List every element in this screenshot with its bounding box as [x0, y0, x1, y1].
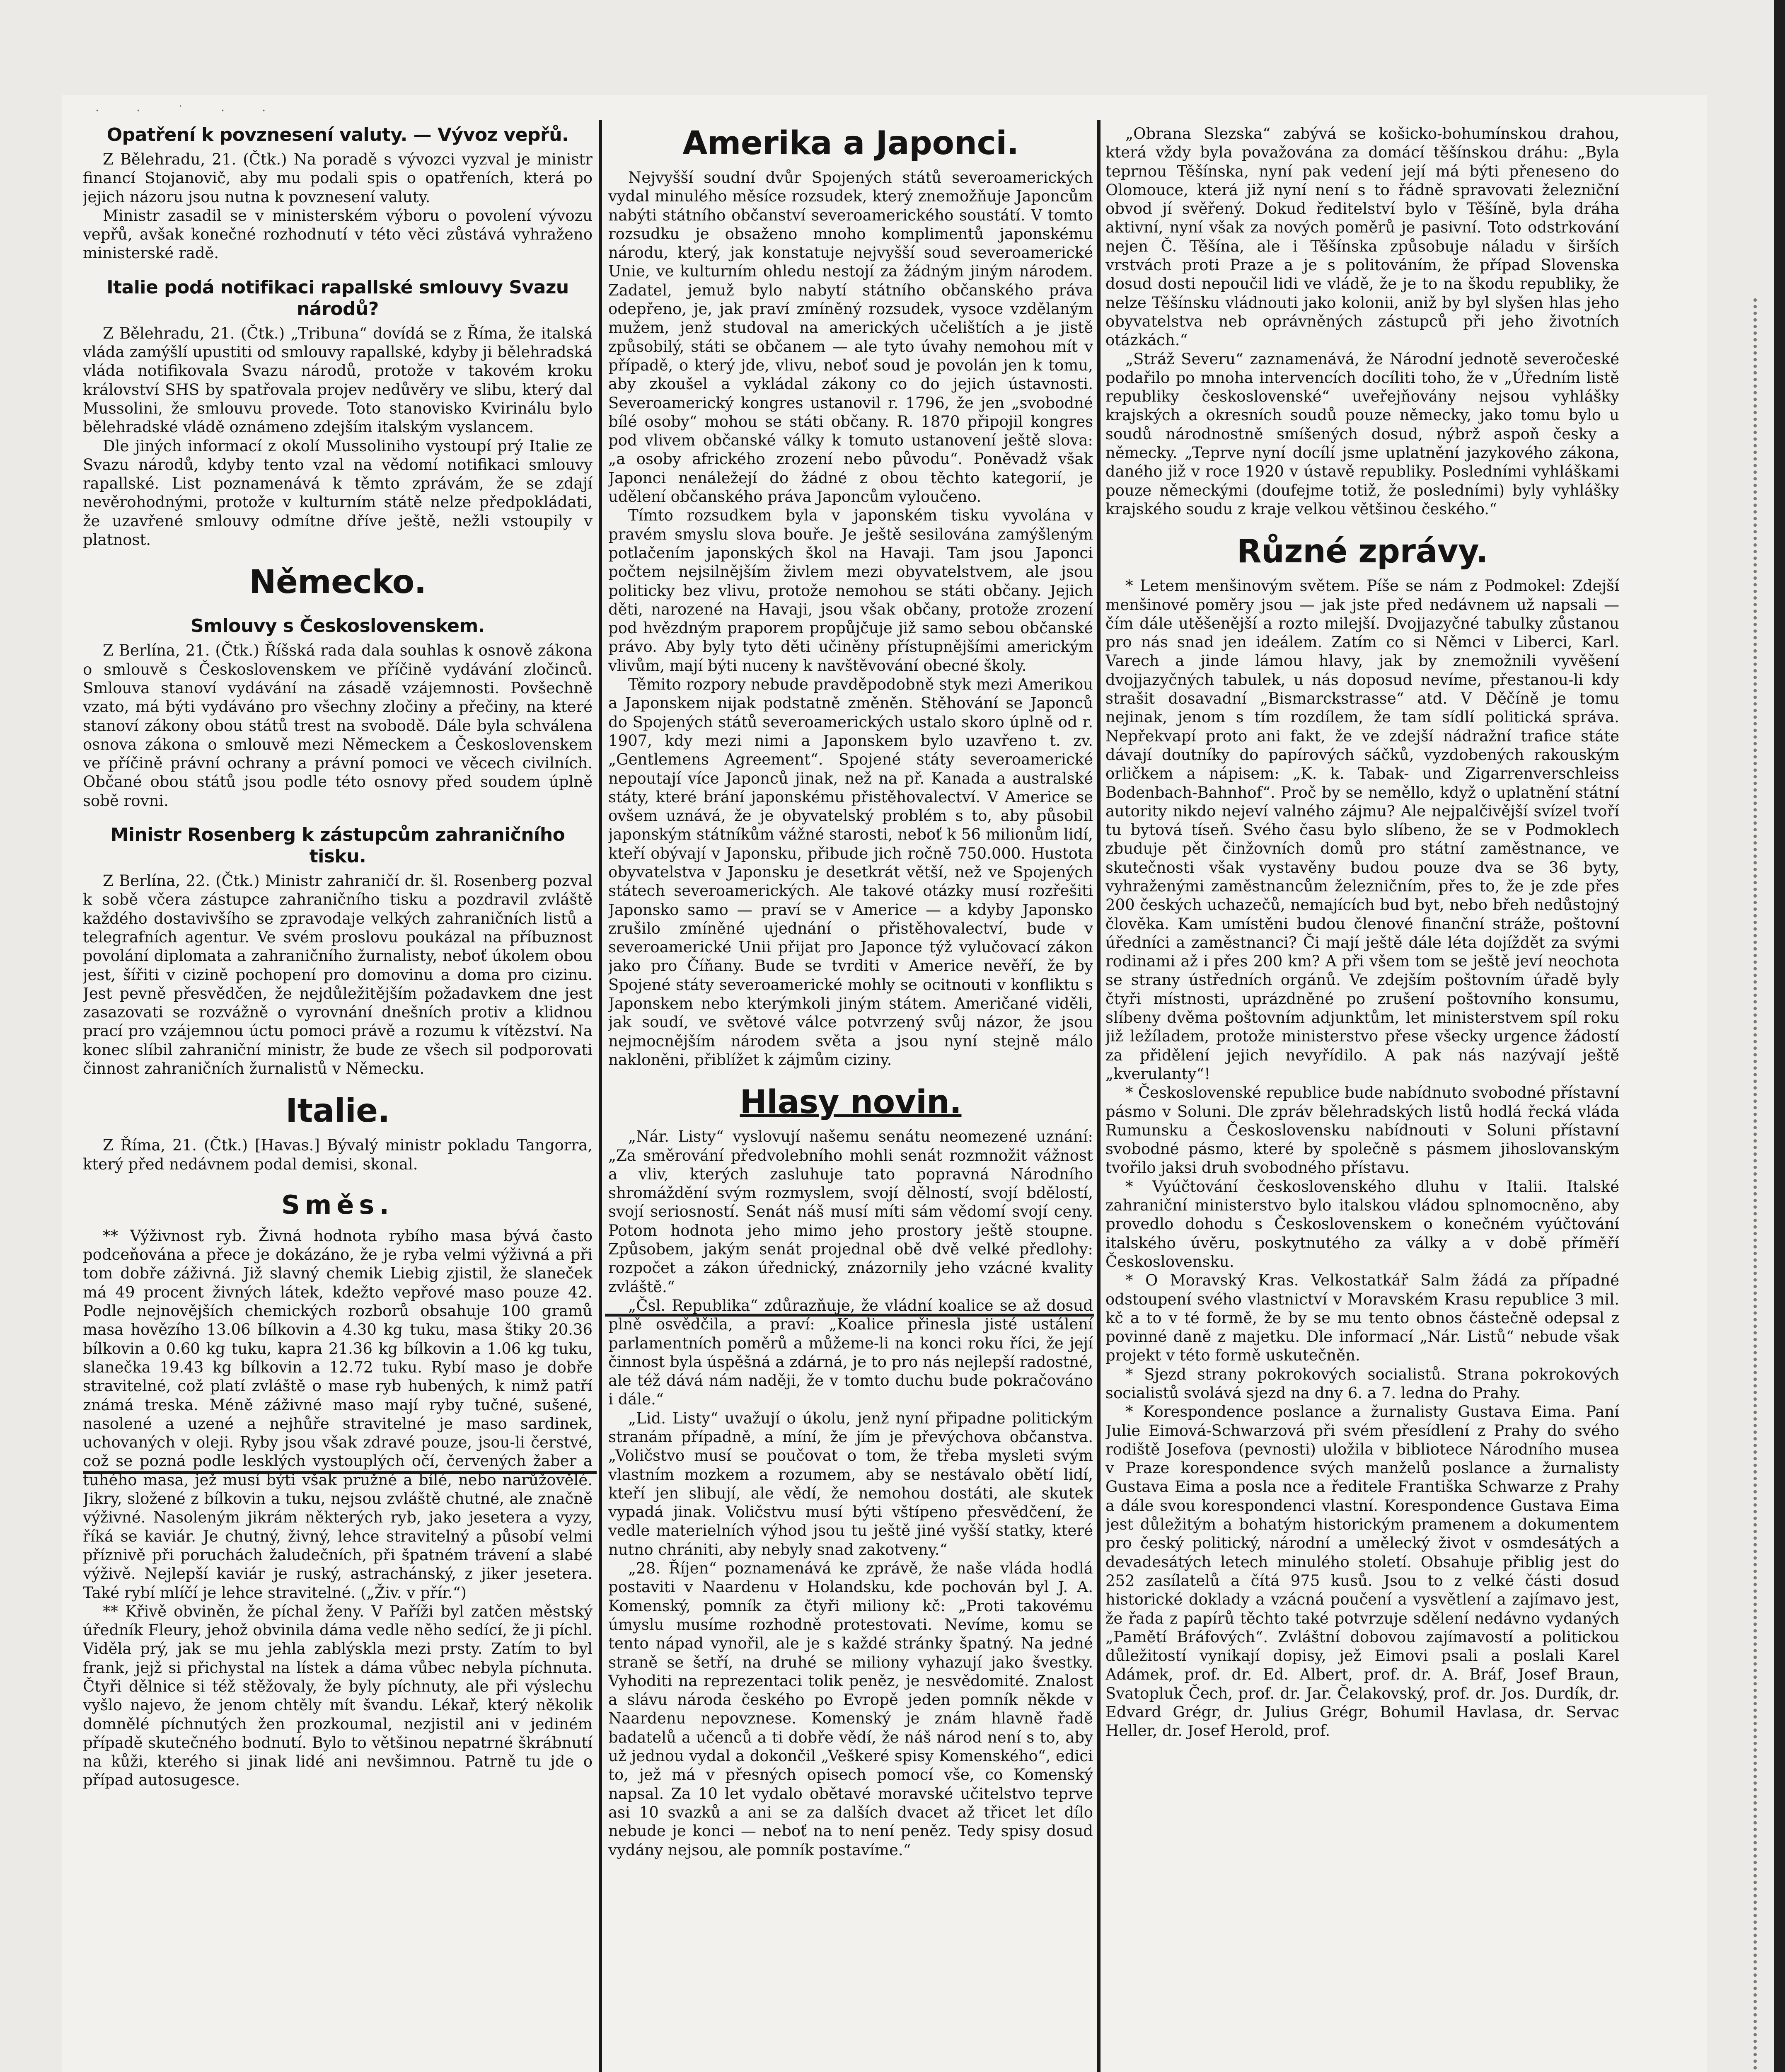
article: [83, 277, 593, 549]
article-headline: Smlouvy s Československem.: [190, 615, 485, 637]
article-headline: Italie podá notifikaci rapallské smlouvy Svazu národů?: [106, 276, 569, 320]
article-paragraph: Nejvyšší soudní dvůr Spojených států severoamerických vydal minulého měsíce rozsudek, který znemožňuje Japoncům nabýti státního občanství severoamerického soustátí. V tomto rozsudku je obsaženo mnoho komplimentů japonskému národu, který, jak konstatuje nejvyšší soud severoamerické Unie, ve kulturním ohledu nestojí za žádným jiným národem. Zadatel, jemuž bylo nabytí státního občanského práva odepřeno, je, jak praví zmíněný rozsudek, vysoce vzdělaným mužem, jenž studoval na amerických učelištích a je jistě způsobilý, státi se občanem — ale tyto úvahy nemohou mít v případě, o který jde, vlivu, neboť soud je povolán jen k tomu, aby zkoušel a vykládal zákony co do jejich ústavnosti. Severoamerický kongres ustanovil r. 1796, že jen „svobodné bílé osoby“ mohou se státi občany. R. 1870 připojil kongres pod vlivem občanské války k tomuto ustanovení ještě slova: „a osoby afrického zrození nebo původu“. Poněvadž však Japonci nenáležejí do žádné z obou těchto kategorií, je udělení občanského práva Japoncům vyloučeno.: [608, 169, 1093, 506]
article-paragraph: Z Bělehradu, 21. (Čtk.) „Tribuna“ dovídá se z Říma, že italská vláda zamýšlí upustiti od smlouvy rapallské, kdyby ji bělehradská vláda notifikovala Svazu národů, protože v takovém kroku království SHS by spatřovala projev nedůvěry ve slibu, který dal Mussolini, že smlouvu provede. Toto stanovisko Kvirinálu bylo bělehradské vládě oznámeno zdejším italským vyslancem.: [83, 324, 593, 436]
article-paragraph: Z Berlína, 21. (Čtk.) Říšská rada dala souhlas k osnově zákona o smlouvě s Československem ve příčině vydávání zločinců. Smlouva stanoví vydávání na zásadě vzájemnosti. Povšechně vzato, má býti vydáváno pro všechny zločiny a přečiny, na které stanoví zákony obou států trest na svobodě. Dále byla schválena osnova zákona o smlouvě mezi Německem a Československem ve příčině právní ochrany a právní pomoci ve věcech civilních. Občané obou států jsou podle této osnovy před soudem úplně sobě rovni.: [83, 641, 593, 810]
article-paragraph: * Korespondence poslance a žurnalisty Gustava Eima. Paní Julie Eimová-Schwarzová při svém přesídlení z Prahy do svého rodiště Josefova (pevnosti) uložila v bibliotece Národního musea v Praze korespondence svých manželů poslance a žurnalisty Gustava Eima a posla nce a ředitele Františka Schwarze z Prahy a dále svou korespondenci vlastní. Korespondence Gustava Eima jest důležitým a bohatým historickým pramenem a dokumentem pro český politický, národní a umělecký život v osmdesátých a devadesátých letech minulého století. Obsahuje přiblig jest do 252 zasílatelů a čítá 975 kusů. Jsou to z velké části dosud historické doklady a vzácná poučení a vysvětlení a zajímavo jest, že řada z papírů těchto také potvrzuje sdělení nedávno vydaných „Pamětí Bráfových“. Zvláštní dobovou zajímavostí a politickou důležitostí vynikají dopisy, jež Eimovi psali a poslali Karel Adámek, prof. dr. Ed. Albert, prof. dr. A. Bráf, Josef Braun, Svatopluk Čech, prof. dr. Jar. Čelakovský, prof. dr. Jos. Durdík, dr. Edvard Grégr, dr. Julius Grégr, Bohumil Havlasa, dr. Servac Heller, dr. Josef Herold, prof.: [1105, 1403, 1619, 1740]
article-paragraph: Dle jiných informací z okolí Mussoliniho vystoupí prý Italie ze Svazu národů, kdyby tento vzal na vědomí notifikaci smlouvy rapallské. List poznamenává k těmto zprávám, že se zdají nevěrohodnými, protože v kulturním státě nelze předpokládati, že uzavřené smlouvy odmítne dříve ještě, nežli vstoupily v platnost.: [83, 437, 593, 549]
column-3: [1105, 124, 1619, 2072]
article-headline: Italie.: [285, 1092, 390, 1130]
article-paragraph: „Stráž Severu“ zaznamenává, že Národní jednotě severočeské podařilo po mnoha intervencích docíliti toho, že v „Úředním listě republiky československé“ uveřejňovány nejsou vyhlášky krajských a okresních soudů pouze německy, jako tomu bylo u soudů národnostně smíšených dosud, nýbrž aspoň česky a německy. „Teprve nyní docílí jsme uplatnění jazykového zákona, daného již v roce 1920 v ústavě republiky. Posledními vyhláškami pouze německými (doufejme totiž, že posledními) byly vyhlášky krajského soudu z kraje velkou většinou českého.“: [1105, 350, 1619, 518]
article-paragraph: * Vyúčtování československého dluhu v Italii. Italské zahraniční ministerstvo bylo italskou vládou splnomocněno, aby provedlo dohodu s Československem o konečném vyúčtování italského úvěru, poskytnutého za války a v době příměří Československu.: [1105, 1177, 1619, 1271]
article: [1105, 124, 1619, 518]
article-headline: Amerika a Japonci.: [682, 125, 1019, 162]
article-headline: Různé zprávy.: [1236, 533, 1488, 571]
article: [83, 824, 593, 1078]
scan-margin-dots: [1754, 298, 1760, 2072]
bleed-through: · · ˙ · ·: [95, 104, 283, 118]
column-rule-left: [599, 120, 602, 2072]
article: [83, 1092, 593, 1174]
article-paragraph: Tímto rozsudkem byla v japonském tisku vyvolána v pravém smyslu slova bouře. Je ještě sesilována zamýšleným potlačením japonských škol na Havaji. Tam jsou Japonci počtem nejsilnějším živlem mezi obyvatelstvem, ale jsou politicky bez vlivu, protože nemohou se státi občany. Jejich děti, narozené na Havaji, jsou však občany, protože zrození pod hvězdným praporem propůjčuje již samo sebou občanské právo. Aby byly tyto děti učiněny přístupnějšími americkým vlivům, mají býti nuceny k navštěvování obecné školy.: [608, 506, 1093, 675]
article: [608, 1083, 1093, 1859]
article-headline: Ministr Rosenberg k zástupcům zahraničního tisku.: [110, 824, 565, 867]
article-paragraph: * O Moravský Kras. Velkostatkář Salm žádá za případné odstoupení svého vlastnictví v Moravském Krasu republice 3 mil. kč a to v té formě, že by se mu tento obnos částečně odepsal z povinné daně z majetku. Dle informací „Nár. Listů“ nebude však projekt v této formě uskutečněn.: [1105, 1271, 1619, 1365]
article-paragraph: * Československé republice bude nabídnuto svobodné přístavní pásmo v Soluni. Dle zpráv bělehradských listů hodlá řecká vláda Rumunsku a Československu nabídnouti v Soluni přístavní svobodné pásmo, které by společně s pásmem jihoslovanským tvořilo jaksi druh svobodného přístavu.: [1105, 1084, 1619, 1177]
article-headline: Opatření k povznesení valuty. — Vývoz vepřů.: [106, 124, 569, 145]
article-paragraph: „28. Říjen“ poznamenává ke zprávě, že naše vláda hodlá postaviti v Naardenu v Holandsku, kde pochován byl J. A. Komenský, pomník za čtyři miliony kč: „Proti takovému úmyslu musíme rozhodně protestovati. Nevíme, komu se tento nápad vynořil, ale je s každé stránky špatný. Na jedné straně se šetří, na druhé se miliony vyhazují jako švestky. Vyhoditi na reprezentaci tolik peněz, je nesvědomité. Znalost a slávu národa českého po Evropě jeden pomník někde v Naardenu nepovznese. Komenský je znám hlavně řadě badatelů a učenců a ti dobře vědí, že náš národ není s to, aby už jednou vydal a dokončil „Veškeré spisy Komenského“, edici to, jež má v přesných opisech pomocí vše, co Komenský napsal. Za 10 let vydalo obětavé moravské učitelstvo teprve asi 10 svazků a ani se za dalších dvacet až třicet let dílo nebude je konci — neboť na to není peněz. Tedy spisy dosud vydány nejsou, ale pomník postavíme.“: [608, 1559, 1093, 1859]
article: [83, 124, 593, 263]
article-paragraph: * Sjezd strany pokrokových socialistů. Strana pokrokových socialistů svolává sjezd na dny 6. a 7. ledna do Prahy.: [1105, 1365, 1619, 1402]
article: [608, 124, 1093, 1069]
article-paragraph: Z Bělehradu, 21. (Čtk.) Na poradě s vývozci vyzval je ministr financí Stojanovič, aby mu podali spis o opatřeních, která po jejich názoru jsou nutna k povznesení valuty.: [83, 150, 593, 206]
column-rule-right: [1097, 120, 1101, 2072]
article-paragraph: Z Berlína, 22. (Čtk.) Ministr zahraničí dr. šl. Rosenberg pozval k sobě včera zástupce zahraničního tisku a pozdravil zvláště každého dostavivšího se zpravodaje velkých zahraničních listů a telegrafních agentur. Ve svém proslovu poukázal na příbuznost povolání diplomata a zahraničního žurnalisty, neboť úkolem obou jest, šířiti v cizině pochopení pro domovinu a doma pro cizinu. Jest pevně přesvědčen, že nejdůležitějším požadavkem dne jest zasazovati se rozvážně o vyrovnání dnešních protiv a klidnou prací pro vzájemnou úctu pomoci právě a rozumu k vítězství. Na konec slíbil zahraniční ministr, že bude ze všech sil podporovati činnost zahraničních žurnalistů v Německu.: [83, 872, 593, 1077]
article: [83, 615, 593, 810]
column-1: [83, 124, 593, 2072]
article-paragraph: * Letem menšinovým světem. Píše se nám z Podmokel: Zdejší menšinové poměry jsou — jak jste před nedávnem už napsali — čím dále utěšenější a rozto milejší. Dvojjazyčné tabulky zůstanou pro nás snad jen ideálem. Zatím co si Němci v Liberci, Karl. Varech a jinde lámou hlavy, jak by znemožnili vyvěšení dvojjazyčných tabulek, u nás doposud nevíme, přestanou-li kdy strašit dosavadní „Bismarckstrasse“ atd. V Děčíně je tomu nejinak, jenom s tím rozdílem, že tam sídlí politická správa. Nepřekvapí proto ani fakt, že ve zdejší nádražní trafice státe dávají doutníky do papírových sáčků, vyzdobených rakouským orličkem a nápisem: „K. k. Tabak- und Zigarrenverschleiss Bodenbach-Bahnhof“. Proč by se neměllo, když o uplatnění státní autority nikdo nejeví valného zájmu? Ale nejpalčivější svízel tvoří tu bytová tíseň. Svého času bylo slíbeno, že se v Podmoklech zbuduje pět činžovních domů pro státní zaměstnance, ve skutečnosti však vystavěny budou pouze dva se 36 byty, vyhraženými zaměstnancům železničním, přes to, že je zde přes 200 českých uchazečů, nemajících bud byt, nebo břeh nedůstojný člověka. Kam umístěni budou členové finanční stráže, poštovní úředníci a zaměstnanci? Či mají ještě dále léta dojíždět za svými rodinami až i přes 200 km? A při všem tom se ještě jeví neochota se strany ústředních orgánů. Ve zdejším poštovním úřadě byly čtyři místnosti, uprázdněné po zrušení poštovního konsumu, slíbeny dvěma poštovním adjunktům, let ministerstvem spíl roku již ležíladem, protože ministerstvo přese všecky urgence žádostí za přidělení jejich nevyřídilo. A pak nás nazývají ještě „kverulanty“!: [1105, 577, 1619, 1083]
article-paragraph: ** Křivě obviněn, že píchal ženy. V Paříži byl zatčen městský úředník Fleury, jehož obvinila dáma vedle něho sedící, že ji píchl. Viděla prý, jak se mu jehla zablýskla mezi prsty. Zatím to byl frank, jejž si přichystal na lístek a dáma vůbec nebyla píchnuta. Čtyři dělnice si též stěžovaly, že byly píchnuty, ale při výslechu vyšlo najevo, že jenom chtěly mít švandu. Lékař, který několik domnělé píchnutých žen prozkoumal, nezjistil ani v jediném případě skutečného bodnutí. Bylo to většinou nepatrné škrábnutí na kůži, kterého si jinak lidé ani nevšimnou. Patrně tu jde o případ autosugesce.: [83, 1602, 593, 1789]
article-paragraph: „Lid. Listy“ uvažují o úkolu, jenž nyní připadne politickým stranám případně, a míní, že jím je převýchova občanstva. „Voličstvo musí se poučovat o tom, že třeba mysleti svým vlastním mozkem a rozumem, aby se nestávalo obětí lidí, kteří jen slibují, ale vědí, že nemohou dostáti, ale skutek vypadá jinak. Voličstvu musí býti vštípeno přesvědčení, že vedle materielních výhod jsou tu ještě jiné vyšší statky, které nutno chrániti, aby nebyly snad zakotveny.“: [608, 1409, 1093, 1559]
column-2: [608, 124, 1093, 2072]
article: [83, 1188, 593, 1790]
article-paragraph: „Čsl. Republika“ zdůrazňuje, že vládní koalice se až dosud plně osvědčila, a praví: „Koalice přinesla jisté ustálení parlamentních poměrů a můžeme-li na konci roku říci, že její činnost byla úspěšná a zdárná, je to pro nás nejlepší radostné, ale též dává nám naději, že v tomto duchu bude pokračováno i dále.“: [608, 1296, 1093, 1409]
scan-edge: [1774, 0, 1785, 2072]
article-paragraph: „Obrana Slezska“ zabývá se košicko-bohumínskou drahou, která vždy byla považována za domácí těšínskou dráhu: „Byla teprnou Těšínska, nyní pak vedení její má býti přeneseno do Olomouce, která již nyní není s to řádně spravovati železniční obvod jí svěřený. Dokud ředitelství bylo v Těšíně, byla dráha aktivní, nyní však za nových poměrů je pasivní. Toto odstrkování nejen Č. Těšína, ale i Těšínska způsobuje náladu v širších vrstvách proti Praze a je s politováním, že případ Slovenska dosud dosti nepoučil lidi ve vládě, že je to na škodu republiky, že nelze Těšínsku vládnouti jako kolonii, aniž by byl slyšen hlas jeho obyvatelstva neb oprávněných zástupců při jeho životních otázkách.“: [1105, 125, 1619, 349]
article-headline: Německo.: [249, 564, 426, 601]
article-paragraph: ** Výživnost ryb. Živná hodnota rybího masa bývá často podceňována a přece je dokázáno, že je ryba velmi výživná a při tom dobře záživná. Již slavný chemik Liebig zjistil, že slaneček má 49 procent živných látek, kdežto vepřové maso pouze 42. Podle nejnovějších chemických rozborů obsahuje 100 gramů masa hovězího 13.06 bílkovin a 4.30 kg tuku, masa štiky 20.36 bílkovin a 0.60 kg tuku, kapra 21.36 kg bílkovin a 1.06 kg tuku, slanečka 19.43 kg bílkovin a 12.72 tuku. Rybí maso je dobře stravitelné, což platí zvláště o mase ryb hubených, k nimž patří známá treska. Méně záživné maso mají ryby tučné, sušené, nasolené a uzené a nejhůře stravitelné je maso sardinek, uchovaných v oleji. Ryby jsou však zdravé pouze, jsou-li čerstvé, což se pozná podle lesklých vystouplých očí, červených žaber a tuhého masa, jež musí býti však pružné a bílé, nebo narůžovělé. Jikry, složené z bílkovin a tuku, nejsou zvláště chutné, ale značně výživné. Nasoleným jikrám některých ryb, jako jesetera a vyzy, říká se kaviár. Je chutný, živný, lehce stravitelný a působí velmi příznivě při poruchách žaludečních, při špatném trávení a slabé výživě. Nejlepší kaviár je ruský, astrachánský, z jiker jesetera. Také rybí mlíčí je lehce stravitelné. („Živ. v přír.“): [83, 1227, 593, 1602]
article: [1105, 533, 1619, 1740]
article-paragraph: „Nár. Listy“ vyslovují našemu senátu neomezené uznání: „Za směrování předvolebního mohli senát rozmnožit vážnost a vliv, kterých zasluhuje tato popravná Národního shromáždění svým rozmyslem, svojí dělností, svojí bdělostí, svojí seriosností. Senát náš musí míti sám vědomí svojí ceny. Potom hodnota jeho mimo jeho prostory ještě stoupne. Způsobem, jakým senát projednal obě dvě velké předlohy: rozpočet a zákon úřednický, znázornily jeho vzácné kvality zvláště.“: [608, 1128, 1093, 1296]
article: [83, 563, 593, 601]
article-paragraph: Ministr zasadil se v ministerském výboru o povolení vývozu vepřů, avšak konečné rozhodnutí v této věci zůstává vyhraženo ministerské radě.: [83, 206, 593, 262]
article-paragraph: Těmito rozpory nebude pravděpodobně styk mezi Amerikou a Japonskem nijak podstatně změněn. Stěhování se Japonců do Spojených států severoamerických ustalo skoro úplně od r. 1907, kdy mezi nimi a Japonskem bylo uzavřeno t. zv. „Gentlemens Agreement“. Spojené státy severoamerické nepoutají více Japonců jinak, než na př. Kanada a australské státy, které brání japonskému přistěhovalectví. V Americe se ovšem uznává, že je obyvatelský problém s to, aby působil japonským státníkům vážné starosti, neboť k 56 milionům lidí, kteří obývají v Japonsku, přibude jich ročně 750.000. Hustota obyvatelstva v Japonsku je desetkrát větší, než ve Spojených státech severoamerických. Ale takové otázky musí rozřešiti Japonsko samo — praví se v Americe — a kdyby Japonsko zrušilo zmíněné ujednání o přistěhovalectví, bude v severoamerické Unii přijat pro Japonce týž vylučovací zákon jako pro Číňany. Bude se tvrditi v Americe nevěří, že by Spojené státy severoamerické mohly se ocitnouti v konfliktu s Japonskem nebo kterýmkoli jiným státem. Američané viděli, jak soudí, ve světové válce potvrzený svůj názor, že jsou nejmocnějším národem světa a jsou nyní stejně málo nakloněni, přiblížet k zájmům ciziny.: [608, 675, 1093, 1069]
article-headline: Hlasy novin.: [740, 1084, 962, 1121]
article-paragraph: Z Říma, 21. (Čtk.) [Havas.] Bývalý ministr pokladu Tangorra, který před nedávnem podal demisi, skonal.: [83, 1136, 593, 1173]
article-headline: Směs.: [281, 1189, 394, 1220]
